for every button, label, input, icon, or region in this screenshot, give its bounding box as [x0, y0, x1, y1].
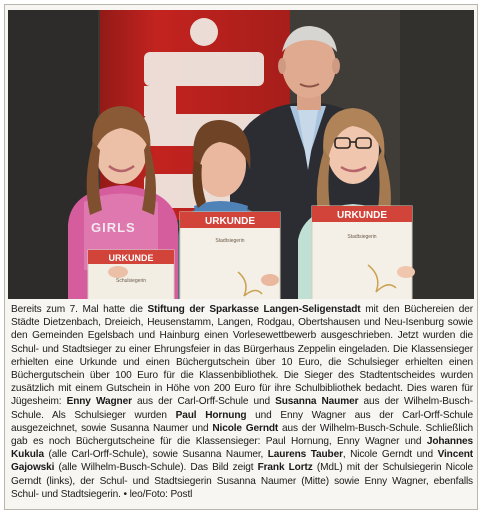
- certificate-heading: URKUNDE: [337, 210, 387, 221]
- certificate-heading: URKUNDE: [108, 253, 154, 263]
- caption-bold-name: Paul Hornung: [175, 409, 247, 421]
- caption-text-segment: aus der Carl-Orff-Schule und: [131, 396, 276, 408]
- caption-bold-name: Johannes Kukula: [11, 436, 473, 461]
- caption-text-segment: aus der Wilhelm-Busch-Schule. Als Schulsieger wurden: [11, 396, 474, 421]
- caption-bold-name: Nicole Gerndt: [212, 422, 279, 434]
- caption-text-segment: , Nicole Gerndt und: [342, 449, 438, 461]
- certificate-middle: [180, 212, 280, 299]
- caption-text-segment: (alle Wilhelm-Busch-Schule). Das Bild zeigt: [54, 462, 258, 474]
- certificate-title: Stadtsiegerin: [347, 234, 377, 240]
- shirt-print: GIRLS: [91, 220, 136, 235]
- caption-text-segment: Bereits zum 7. Mal hatte die: [11, 304, 148, 315]
- certificate-title: Stadtsiegerin: [215, 238, 245, 244]
- caption-text-segment: aus der Wilhelm-Busch-Schule. Schließlich gab es noch Büchergutscheine für die Klassensieger: Paul Hornung, Enny Wagner und: [11, 422, 473, 448]
- article-caption-text: [11, 303, 473, 501]
- caption-bold-name: Enny Wagner: [66, 396, 132, 408]
- caption-bold-name: Laurens Tauber: [267, 449, 343, 461]
- certificate-heading: URKUNDE: [205, 216, 255, 227]
- caption-text-segment: (MdL) mit der Schulsiegerin Nicole Gerndt (links), der Schul- und Stadtsiegerin Susanna Naumer (Mitte) sowie Enny Wagner, ebenfalls Schul- und Stadtsiegerin. • leo/Foto: Postl: [11, 462, 474, 500]
- caption-bold-name: Frank Lortz: [257, 462, 313, 474]
- certificate-left: [88, 250, 174, 299]
- caption-text-segment: und Enny Wagner aus der Carl-Orff-Schule ausgezeichnet, sowie Susanna Naumer und: [11, 409, 473, 434]
- newspaper-clipping: [4, 4, 478, 510]
- photo-illustration: [8, 10, 474, 299]
- caption-bold-name: Susanna Naumer: [275, 396, 359, 408]
- caption-bold-name: Stiftung der Sparkasse Langen-Seligenstadt: [147, 304, 361, 315]
- caption-text-segment: (alle Carl-Orff-Schule), sowie Susanna Naumer,: [43, 449, 268, 461]
- caption-text-segment: mit den Büchereien der Städte Dietzenbach, Dreieich, Heusenstamm, Langen, Rodgau, Obertshausen und Neu-Isenburg sowie den Gemeinden Egelsbach und Hainburg einen Vorlesewettbewerb ausgeschrieben. Jetzt wurden die Schul- und Stadtsieger zu einer Ehrungsfeier in das Bürgerhaus Zeppelin eingeladen. Die Klassensieger erhielten eine Urkunde und einen Büchergutschein über 10 Euro, die Schulsieger erhielten einen Büchergutschein über 100 Euro für die Klassenbibliothek. Die Sieger des Stadtentscheides wurden zusätzlich mit einem Gutschein in Höhe von 200 Euro für ihre Schulbibliothek bedacht. Dies waren für Jügesheim:: [11, 304, 473, 408]
- article-photo: [8, 10, 474, 299]
- certificate-title: Schulsiegerin: [115, 278, 147, 284]
- certificate-right: [312, 206, 412, 299]
- caption-bold-name: Vincent Gajowski: [11, 449, 473, 474]
